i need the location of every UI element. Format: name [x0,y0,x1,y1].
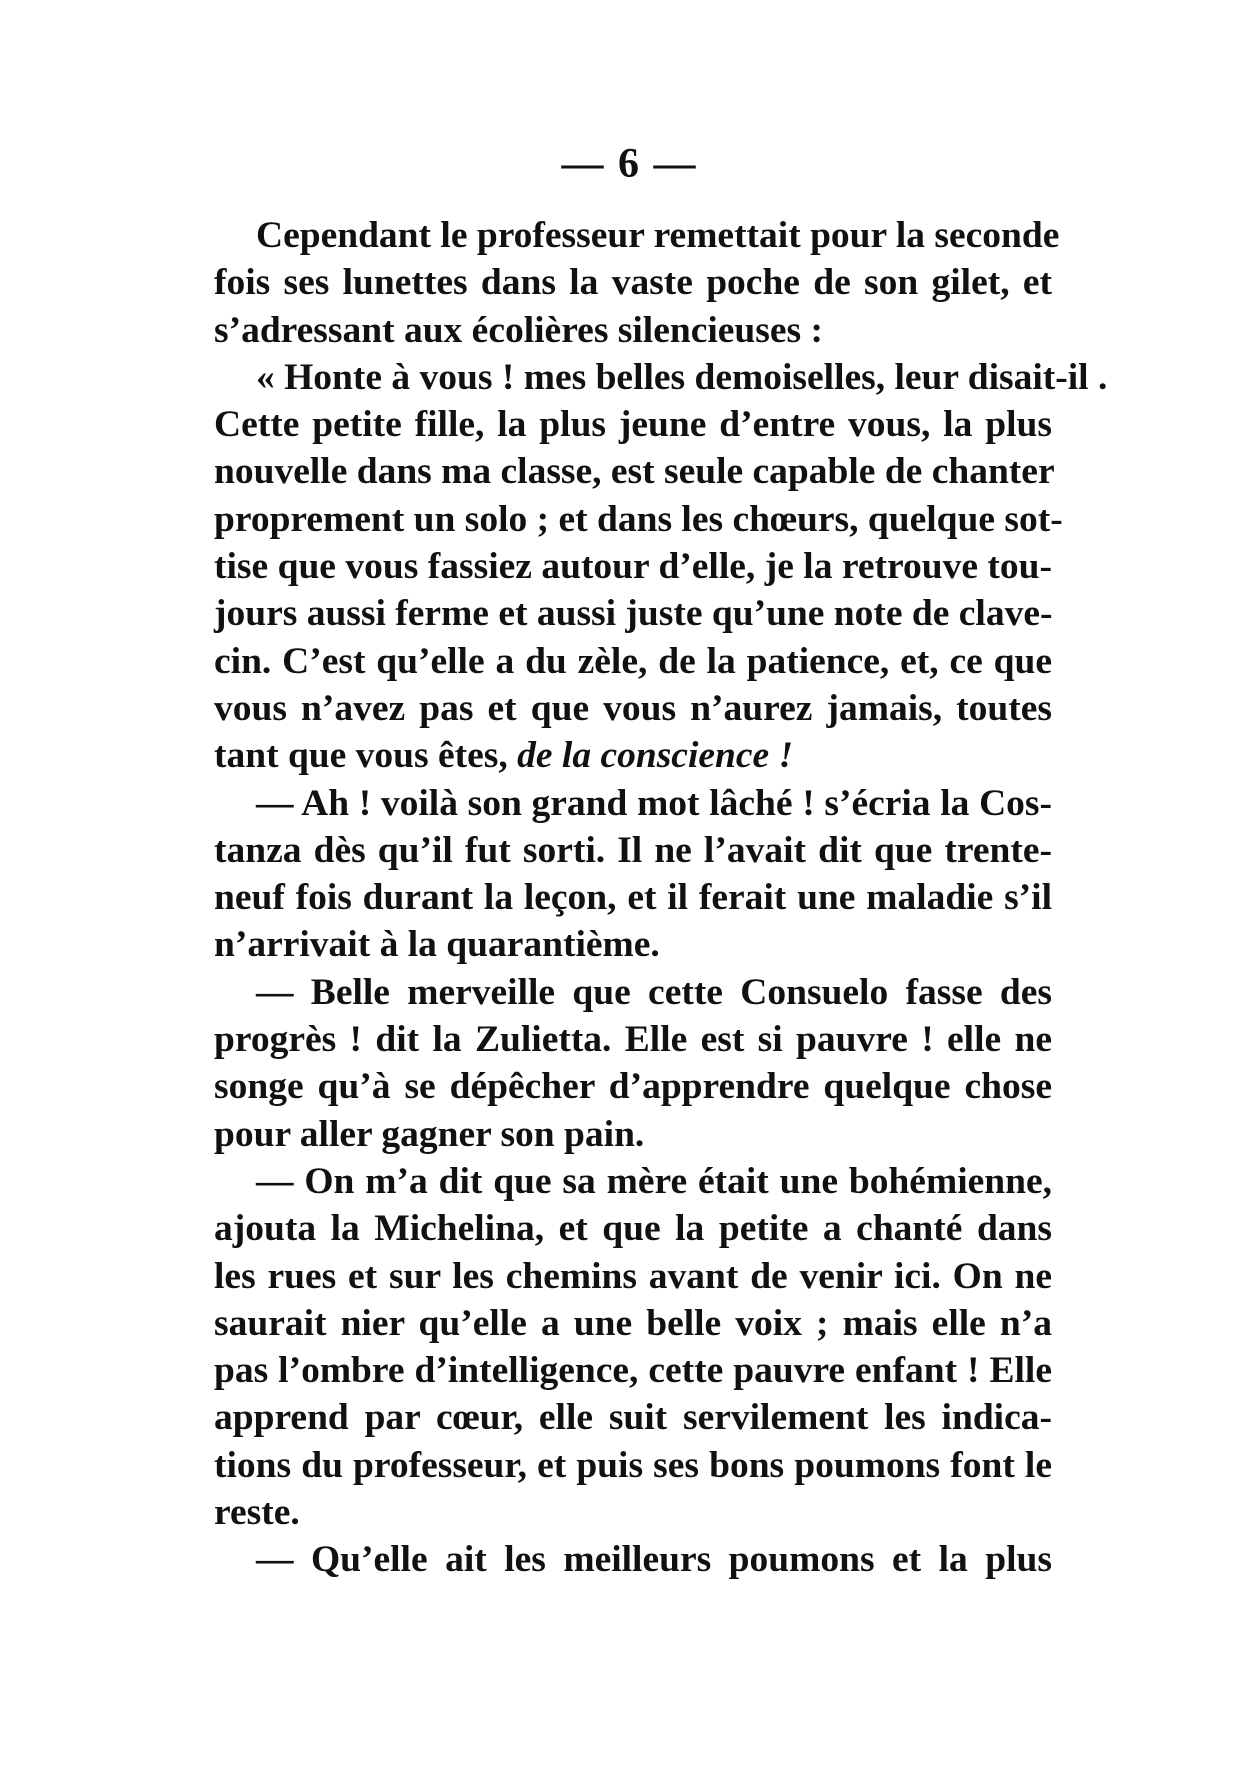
text-line: les rues et sur les chemins avant de venir ici. On ne [214,1255,1052,1297]
text-line: neuf fois durant la leçon, et il ferait une maladie s’il [214,877,1052,919]
text-line: pour aller gagner son pain. [214,1113,645,1155]
text-plain: tant que vous êtes, [214,735,518,777]
body-text [172,212,1108,1584]
text-line [172,732,1052,779]
text-line: vous n’avez pas et que vous n’aurez jamais, toutes [214,687,1052,729]
paragraph [172,1158,1052,1536]
paragraph [172,780,1052,969]
text-line: — Belle merveille que cette Consuelo fasse des [256,971,1052,1013]
text-line: tions du professeur, et puis ses bons poumons font le [214,1444,1052,1486]
paragraph [172,354,1108,780]
text-line: progrès ! dit la Zulietta. Elle est si pauvre ! elle ne [214,1019,1052,1061]
text-line: — Qu’elle ait les meilleurs poumons et la plus [256,1539,1052,1581]
text-line: songe qu’à se dépêcher d’apprendre quelque chose [214,1066,1052,1108]
text-line: — Ah ! voilà son grand mot lâché ! s’écria la Cos- [256,782,1052,824]
text-line: s’adressant aux écolières silencieuses : [214,309,823,351]
paragraph [172,969,1052,1158]
text-line: jours aussi ferme et aussi juste qu’une note de clave- [214,593,1053,635]
text-line: tanza dès qu’il fut sorti. Il ne l’avait dit que trente- [214,829,1052,871]
text-italic-emphasis: de la conscience ! [517,735,794,777]
text-line: Cette petite fille, la plus jeune d’entre vous, la plus [214,404,1052,446]
text-line: « Honte à vous ! mes belles demoiselles, leur disait-il . [256,356,1108,398]
text-line: pas l’ombre d’intelligence, cette pauvre enfant ! Elle [214,1350,1052,1392]
text-line: n’arrivait à la quarantième. [214,924,660,966]
text-line: saurait nier qu’elle a une belle voix ; mais elle n’a [214,1302,1052,1344]
paragraph [172,1536,1052,1583]
text-line: fois ses lunettes dans la vaste poche de son gilet, et [214,262,1052,304]
text-line: nouvelle dans ma classe, est seule capable de chanter [214,451,1055,493]
text-line: proprement un solo ; et dans les chœurs, quelque sot- [214,498,1063,540]
text-line: — On m’a dit que sa mère était une bohémienne, [256,1160,1052,1202]
text-line: Cependant le professeur remettait pour la seconde [256,215,1060,256]
text-line: cin. C’est qu’elle a du zèle, de la patience, et, ce que [214,640,1052,682]
page-number: — 6 — [561,141,698,187]
text-line: tise que vous fassiez autour d’elle, je la retrouve tou- [214,546,1052,588]
text-line: reste. [214,1492,300,1534]
text-line: ajouta la Michelina, et que la petite a chanté dans [214,1208,1052,1250]
text-line: apprend par cœur, elle suit servilement les indica- [214,1397,1052,1439]
paragraph [172,212,1060,354]
